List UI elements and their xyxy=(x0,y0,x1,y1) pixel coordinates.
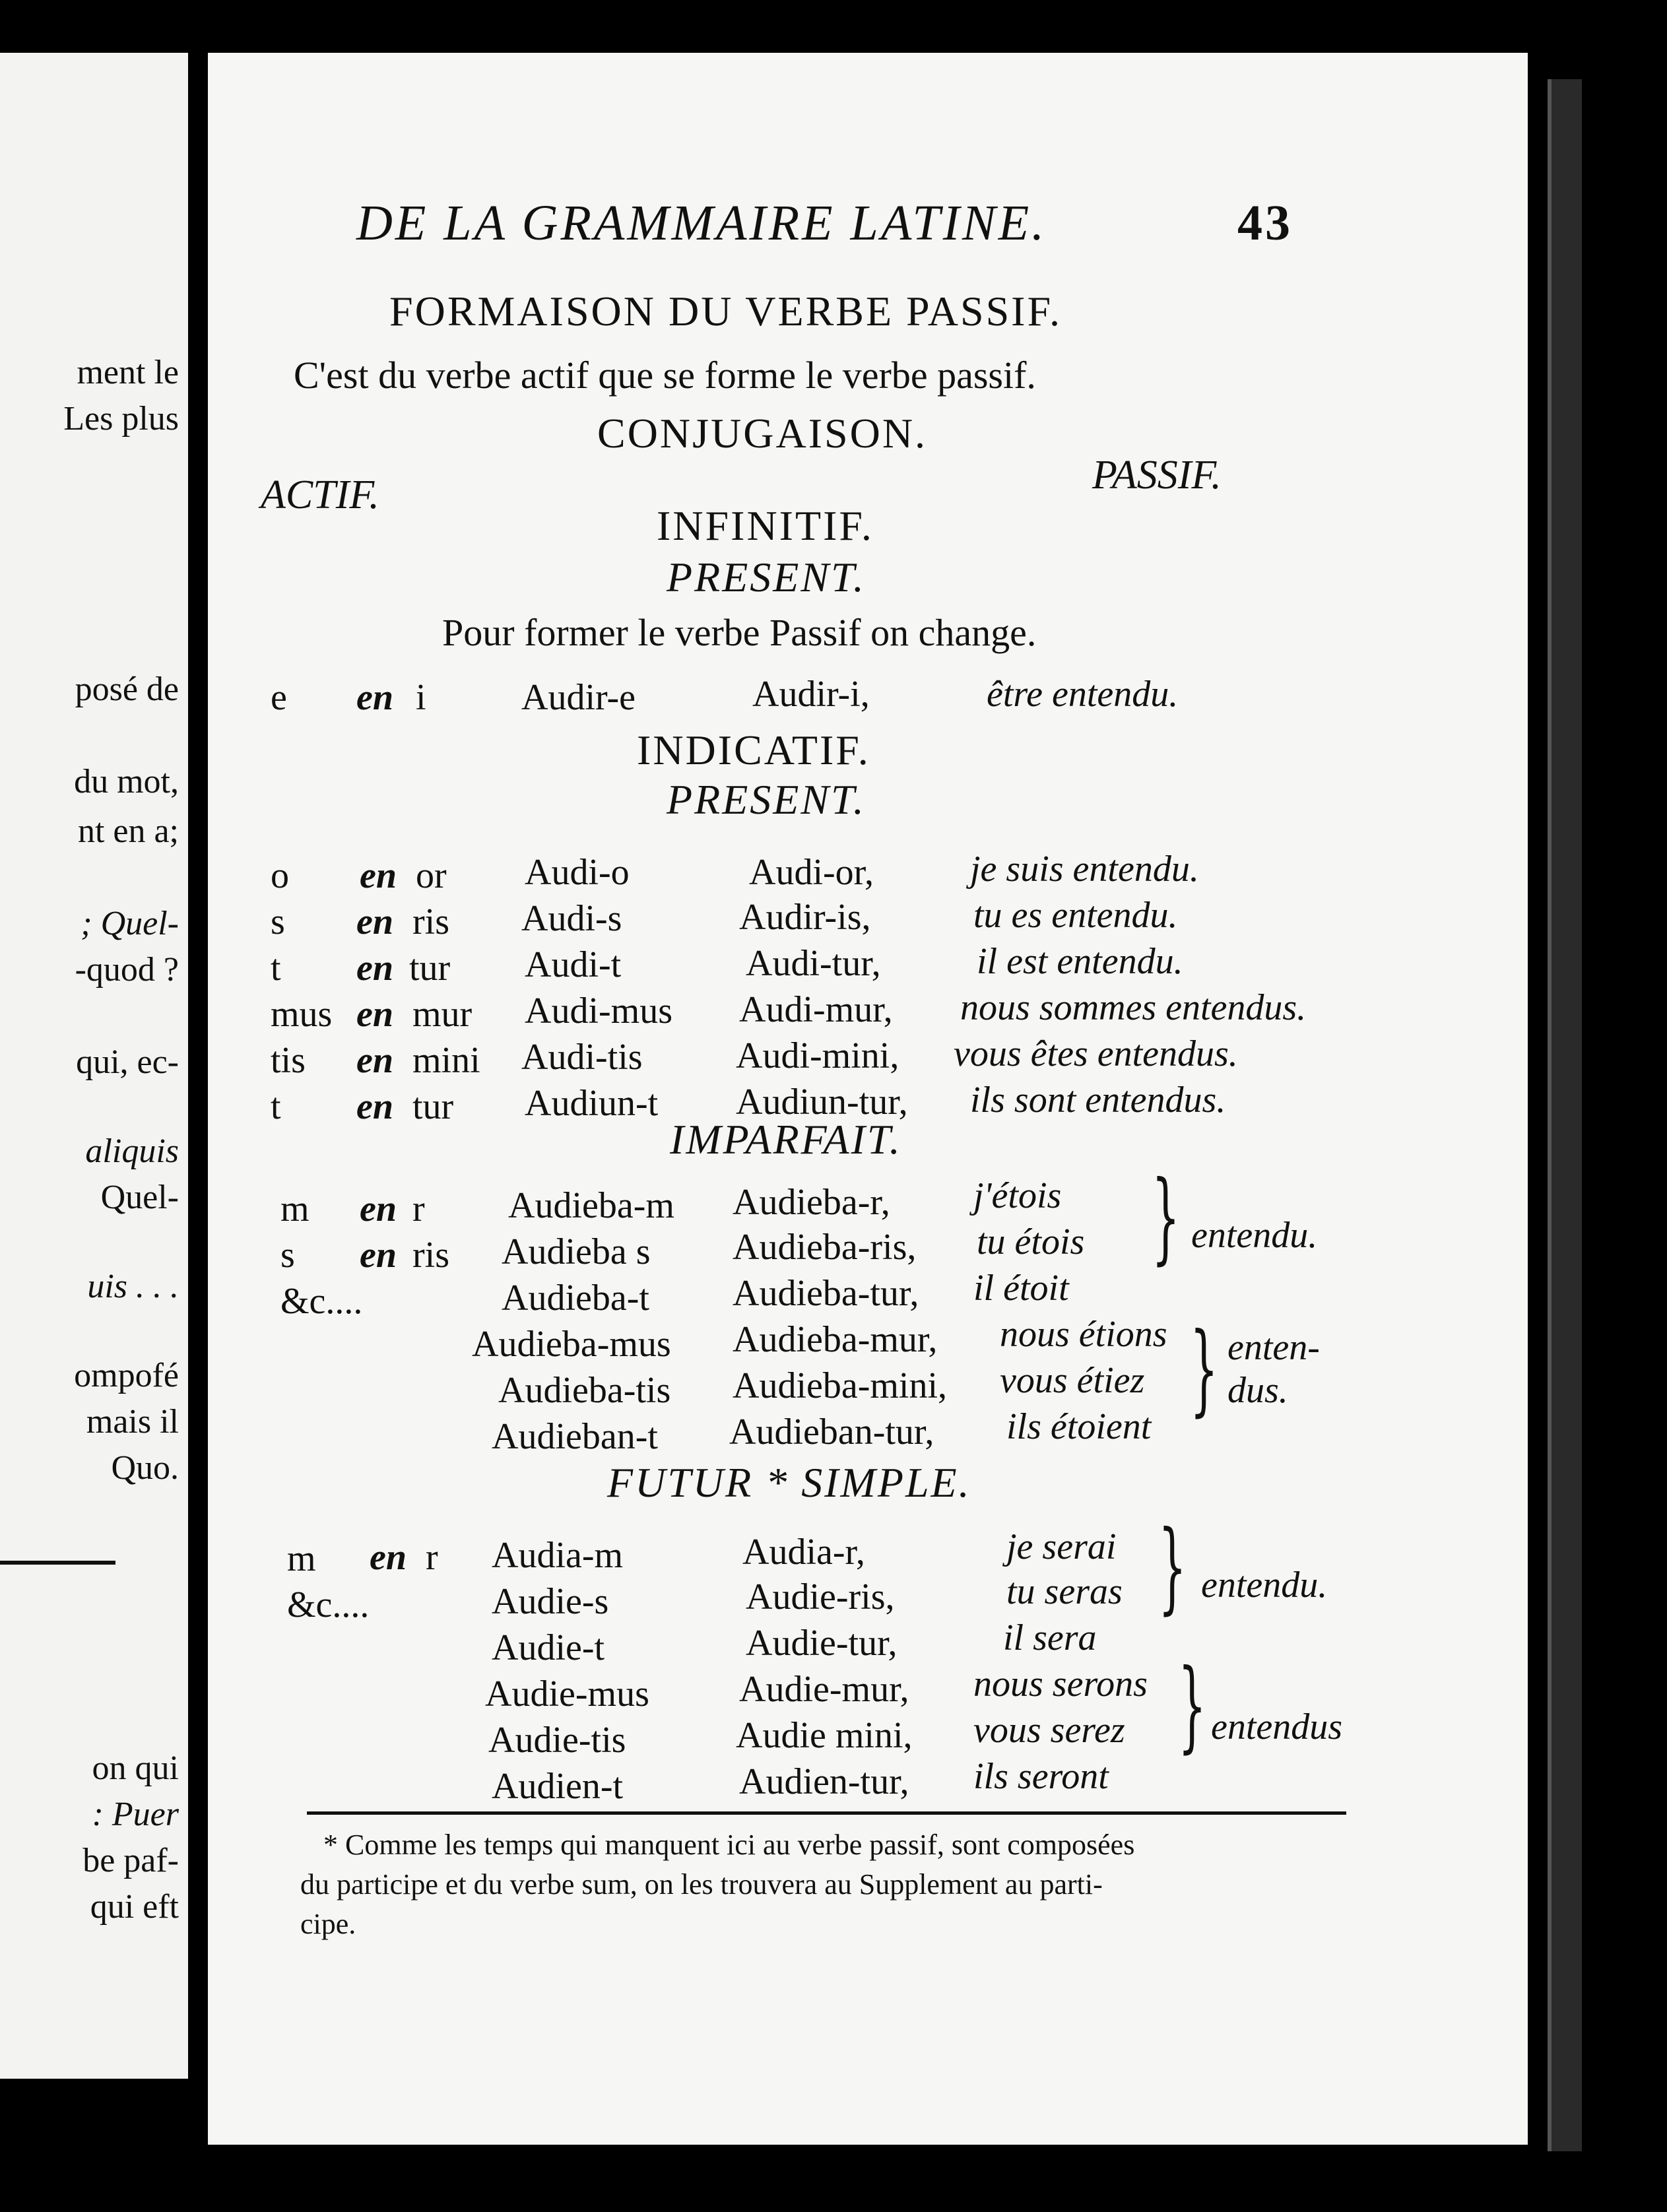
footnote-line: * Comme les temps qui manquent ici au verbe passif, sont composées xyxy=(323,1829,1135,1861)
ending: mus xyxy=(271,994,333,1035)
left-line: ment le xyxy=(77,354,179,391)
passive-form: Audie-ris, xyxy=(746,1577,895,1617)
active-form: Audi-s xyxy=(521,898,622,939)
ending: t xyxy=(271,1086,281,1127)
en-word: en xyxy=(356,677,393,718)
new-ending: mur xyxy=(412,994,473,1035)
group-meaning: entendu. xyxy=(1201,1565,1328,1606)
left-line: posé de xyxy=(75,670,179,708)
active-form: Audie-tis xyxy=(488,1720,626,1761)
brace: } xyxy=(1158,1510,1187,1625)
en-word: en xyxy=(356,901,393,942)
passive-form: Audi-mini, xyxy=(736,1035,899,1076)
footnote-rule xyxy=(307,1811,1346,1815)
passive-form: Audir-i, xyxy=(752,674,870,715)
ending: t xyxy=(271,948,281,989)
meaning: tu es entendu. xyxy=(973,895,1178,936)
ending: tis xyxy=(271,1040,306,1081)
meaning: être entendu. xyxy=(987,674,1179,715)
passive-form: Audi-mur, xyxy=(739,989,893,1030)
left-line: -quod ? xyxy=(75,951,179,989)
active-form: Audi-mus xyxy=(525,991,672,1031)
new-ending: ris xyxy=(412,901,449,942)
left-line: on qui xyxy=(92,1749,179,1787)
book-spine-edge xyxy=(1548,79,1582,2151)
ending: &c.... xyxy=(280,1281,363,1322)
instruction-text: Pour former le verbe Passif on change. xyxy=(442,611,1037,654)
left-line: Quo. xyxy=(111,1449,179,1487)
passive-form: Audi-tur, xyxy=(746,943,881,984)
passive-form: Audieba-r, xyxy=(733,1182,890,1223)
en-word: en xyxy=(370,1537,407,1578)
left-line: ; Quel- xyxy=(81,905,179,942)
meaning: nous sommes entendus. xyxy=(960,987,1307,1028)
en-word: en xyxy=(356,994,393,1035)
passive-form: Audieba-mur, xyxy=(733,1319,938,1360)
meaning: je serai xyxy=(1006,1526,1117,1567)
ending: s xyxy=(271,901,285,942)
passive-form: Audieba-ris, xyxy=(733,1227,917,1268)
active-form: Audia-m xyxy=(492,1535,624,1576)
passive-form: Audie-mur, xyxy=(739,1669,909,1710)
passive-form: Audien-tur, xyxy=(739,1761,909,1802)
ending: s xyxy=(280,1235,295,1276)
section-title: FORMAISON DU VERBE PASSIF. xyxy=(389,288,1062,335)
intro-text: C'est du verbe actif que se forme le verbe passif. xyxy=(294,354,1036,397)
left-line: mais il xyxy=(86,1403,179,1441)
left-page-fragment xyxy=(0,53,188,2079)
new-ending: r xyxy=(426,1537,438,1578)
actif-label: ACTIF. xyxy=(261,472,379,517)
meaning: ils seront xyxy=(973,1756,1109,1797)
en-word: en xyxy=(356,1040,393,1081)
active-form: Audieba s xyxy=(502,1231,651,1272)
ending: m xyxy=(287,1538,316,1579)
left-line: Les plus xyxy=(63,400,179,438)
meaning: il est entendu. xyxy=(977,941,1183,982)
new-ending: or xyxy=(416,855,447,896)
ending: o xyxy=(271,855,289,896)
active-form: Audi-t xyxy=(525,944,622,985)
passive-form: Audia-r, xyxy=(742,1532,865,1573)
passive-form: Audie mini, xyxy=(736,1715,913,1756)
left-line: qui eft xyxy=(90,1888,179,1926)
en-word: en xyxy=(356,1086,393,1127)
new-ending: tur xyxy=(412,1086,454,1127)
passive-form: Audiun-tur, xyxy=(736,1082,908,1122)
group-meaning: dus. xyxy=(1227,1370,1288,1411)
new-ending: tur xyxy=(409,948,451,989)
group-meaning: entendus xyxy=(1211,1707,1343,1747)
active-form: Audie-t xyxy=(492,1627,605,1668)
active-form: Audie-s xyxy=(492,1581,609,1622)
new-ending: mini xyxy=(412,1040,480,1081)
meaning: j'étois xyxy=(973,1175,1062,1216)
left-line: nt en a; xyxy=(77,812,179,850)
en-word: en xyxy=(360,1188,397,1229)
passive-form: Audie-tur, xyxy=(746,1623,898,1664)
meaning: ils étoient xyxy=(1006,1406,1152,1447)
passive-form: Audir-is, xyxy=(739,897,871,938)
active-form: Audien-t xyxy=(492,1766,624,1807)
conjugation-heading: CONJUGAISON. xyxy=(597,410,928,457)
indicatif-heading: INDICATIF. xyxy=(637,727,870,773)
left-line: du mot, xyxy=(74,763,179,800)
page-number: 43 xyxy=(1237,195,1293,251)
active-form: Audieba-t xyxy=(502,1278,649,1318)
left-line: Quel- xyxy=(100,1179,179,1216)
left-line: : Puer xyxy=(92,1796,179,1833)
meaning: il étoit xyxy=(973,1268,1069,1309)
meaning: vous étiez xyxy=(1000,1360,1145,1401)
brace: } xyxy=(1178,1648,1206,1763)
meaning: je suis entendu. xyxy=(970,849,1199,890)
passif-label: PASSIF. xyxy=(1092,453,1222,498)
imparfait-heading: IMPARFAIT. xyxy=(670,1116,902,1163)
brace: } xyxy=(1152,1160,1180,1275)
left-line: be paf- xyxy=(82,1842,179,1879)
en-word: en xyxy=(360,855,397,896)
meaning: vous serez xyxy=(973,1710,1125,1751)
passive-form: Audieba-mini, xyxy=(733,1365,948,1406)
meaning: il sera xyxy=(1003,1617,1097,1658)
present-heading: PRESENT. xyxy=(667,554,866,601)
new-ending: ris xyxy=(412,1235,449,1276)
ending: e xyxy=(271,677,287,718)
passive-form: Audieba-tur, xyxy=(733,1273,919,1314)
left-line: ompofé xyxy=(74,1357,179,1394)
meaning: tu seras xyxy=(1006,1571,1123,1612)
left-line: uis . . . xyxy=(87,1268,179,1305)
active-form: Audiun-t xyxy=(525,1083,659,1124)
active-form: Audieba-tis xyxy=(498,1370,671,1411)
active-form: Audir-e xyxy=(521,677,636,718)
passive-form: Audi-or, xyxy=(749,852,874,893)
new-ending: i xyxy=(416,677,426,718)
left-rule xyxy=(0,1561,115,1565)
footnote-line: cipe. xyxy=(300,1908,356,1940)
en-word: en xyxy=(356,948,393,989)
meaning: nous étions xyxy=(1000,1314,1167,1355)
new-ending: r xyxy=(412,1188,425,1229)
group-meaning: enten- xyxy=(1227,1327,1320,1368)
infinitif-heading: INFINITIF. xyxy=(657,502,874,549)
futur-heading: FUTUR * SIMPLE. xyxy=(607,1459,971,1506)
brace: } xyxy=(1190,1312,1218,1427)
active-form: Audieba-m xyxy=(508,1185,674,1226)
ending: m xyxy=(280,1188,310,1229)
active-form: Audi-o xyxy=(525,852,630,893)
running-title: DE LA GRAMMAIRE LATINE. xyxy=(356,195,1047,251)
active-form: Audieba-mus xyxy=(472,1324,671,1365)
meaning: ils sont entendus. xyxy=(970,1080,1226,1121)
right-page xyxy=(208,53,1528,2145)
meaning: vous êtes entendus. xyxy=(954,1033,1238,1074)
present-heading-2: PRESENT. xyxy=(667,776,866,823)
active-form: Audieban-t xyxy=(492,1416,658,1457)
left-line: aliquis xyxy=(85,1132,179,1170)
active-form: Audie-mus xyxy=(485,1674,649,1714)
passive-form: Audieban-tur, xyxy=(729,1412,934,1452)
left-line: qui, ec- xyxy=(76,1043,179,1081)
meaning: tu étois xyxy=(977,1221,1085,1262)
ending: &c.... xyxy=(287,1584,370,1625)
footnote-line: du participe et du verbe sum, on les trouvera au Supplement au parti- xyxy=(300,1868,1103,1901)
active-form: Audi-tis xyxy=(521,1037,643,1078)
en-word: en xyxy=(360,1235,397,1276)
meaning: nous serons xyxy=(973,1664,1148,1705)
group-meaning: entendu. xyxy=(1191,1215,1318,1256)
